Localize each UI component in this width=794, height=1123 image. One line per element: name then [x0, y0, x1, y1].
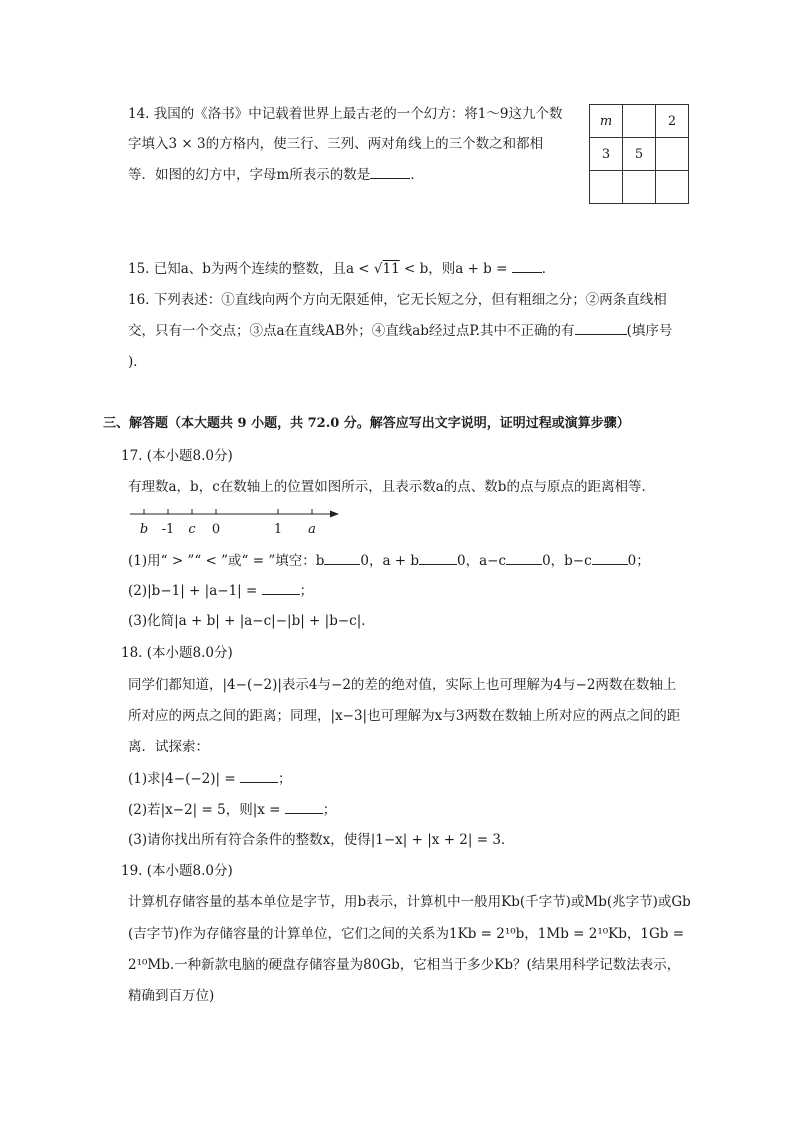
magic-square-grid — [589, 104, 689, 204]
q17-part-1 — [128, 550, 650, 571]
q18-p1-text: (1)求|4−(−2)| = — [128, 771, 240, 787]
grid-cell: m — [590, 105, 623, 138]
grid-cell — [623, 171, 656, 204]
q18-p2-end: ； — [322, 802, 337, 818]
q18-p1-end: ； — [277, 771, 292, 787]
grid-cell — [656, 138, 689, 171]
q15-text-end: ． — [541, 261, 556, 277]
q19-line-3: 2¹⁰Mb.一种新款电脑的硬盘存储容量为80Gb，它相当于多少Kb？(结果用科学记数法表示， — [128, 957, 681, 973]
q16-line-2-text: 交，只有一个交点；③点a在直线AB外；④直线ab经过点P.其中不正确的有 — [128, 323, 575, 339]
q15-text-mid: < b，则a + b = — [399, 261, 512, 277]
q18-header: 18. (本小题8.0分) — [121, 645, 233, 661]
q17-part-2 — [128, 580, 313, 601]
q17-p1-text-e: 0； — [627, 553, 650, 569]
q17-blank-1[interactable] — [324, 550, 360, 565]
sqrt-symbol: √ — [373, 261, 383, 277]
q18-p2-text: (2)若|x−2| = 5，则|x = — [128, 802, 285, 818]
q16-answer-blank[interactable] — [575, 320, 627, 335]
q19-line-1: 计算机存储容量的基本单位是字节，用b表示，计算机中一般用Kb(千字节)或Mb(兆字节)或Gb — [128, 894, 691, 910]
q17-blank-2[interactable] — [419, 550, 457, 565]
q18-line-2: 所对应的两点之间的距离；同理，|x−3|也可理解为x与3两数在数轴上所对应的两点之间的距 — [128, 708, 681, 724]
q17-p1-text-a: (1)用“ > ”“ < ”或“ = ”填空：b — [128, 553, 325, 569]
label-0: 0 — [211, 522, 221, 537]
q18-blank-2[interactable] — [285, 799, 323, 814]
q16-line-2-end: (填序号 — [626, 323, 673, 339]
q15-text-start: 15. 已知a、b为两个连续的整数，且a < — [128, 261, 374, 277]
sqrt-radicand: 11 — [382, 261, 400, 277]
grid-cell — [656, 171, 689, 204]
label-1: 1 — [273, 522, 283, 537]
q17-p1-text-b: 0，a + b — [360, 553, 420, 569]
q14-line-2: 字填入3 × 3的方格内，使三行、三列、两对角线上的三个数之和都相 — [128, 136, 544, 152]
q17-p1-text-c: 0，a−c — [457, 553, 507, 569]
q14-line-1: 14. 我国的《洛书》中记载着世界上最古老的一个幻方：将1～9这九个数 — [128, 106, 563, 122]
q18-part-2 — [128, 799, 336, 820]
q17-part-3: (3)化简|a + b| + |a−c|−|b| + |b−c|． — [128, 613, 375, 629]
q17-header: 17. (本小题8.0分) — [121, 448, 233, 464]
number-line-arrow-icon — [330, 511, 339, 518]
grid-cell — [623, 105, 656, 138]
q17-p2-end: ； — [299, 583, 314, 599]
q19-line-2: (吉字节)作为存储容量的计算单位，它们之间的关系为1Kb = 2¹⁰b，1Mb = 2¹⁰Kb，1Gb = — [128, 926, 685, 942]
number-line-figure — [125, 502, 345, 536]
q18-blank-1[interactable] — [240, 768, 278, 783]
q18-part-3: (3)请你找出所有符合条件的整数x，使得|1−x| + |x + 2| = 3． — [128, 832, 515, 848]
q15-line — [128, 258, 555, 279]
q14-line-3 — [128, 164, 424, 185]
q16-line-2 — [128, 320, 672, 341]
q17-blank-3[interactable] — [506, 550, 542, 565]
q17-p1-text-d: 0，b−c — [542, 553, 592, 569]
q19-line-4: 精确到百万位) — [128, 988, 215, 1004]
label-a: a — [308, 522, 316, 537]
label-b: b — [139, 522, 149, 537]
q17-p2-text: (2)|b−1| + |a−1| = — [128, 583, 262, 599]
q16-line-3: )． — [128, 354, 147, 370]
q18-part-1 — [128, 768, 291, 789]
q17-blank-4[interactable] — [592, 550, 628, 565]
q19-header: 19. (本小题8.0分) — [121, 863, 233, 879]
q16-line-1: 16. 下列表述：①直线向两个方向无限延伸，它无长短之分，但有粗细之分；②两条直线相 — [128, 292, 667, 308]
q15-answer-blank[interactable] — [512, 258, 542, 273]
q18-line-3: 离．试探索： — [128, 739, 209, 755]
q17-stem: 有理数a，b，c在数轴上的位置如图所示，且表示数a的点、数b的点与原点的距离相等． — [128, 479, 655, 495]
grid-cell: 3 — [590, 138, 623, 171]
grid-cell: 2 — [656, 105, 689, 138]
q14-line-3-text: 等．如图的幻方中，字母m所表示的数是 — [128, 167, 371, 183]
label-c: c — [188, 522, 196, 537]
q18-line-1: 同学们都知道，|4−(−2)|表示4与−2的差的绝对值，实际上也可理解为4与−2两数在数轴上 — [128, 677, 677, 693]
q14-line-3-end: ． — [410, 167, 424, 183]
q14-answer-blank[interactable] — [370, 164, 410, 179]
grid-cell — [590, 171, 623, 204]
q17-blank-5[interactable] — [262, 580, 300, 595]
label-neg1: -1 — [161, 522, 175, 537]
section-heading: 三、解答题（本大题共 9 小题，共 72.0 分。解答应写出文字说明，证明过程或演算步骤） — [103, 416, 630, 431]
grid-cell: 5 — [623, 138, 656, 171]
